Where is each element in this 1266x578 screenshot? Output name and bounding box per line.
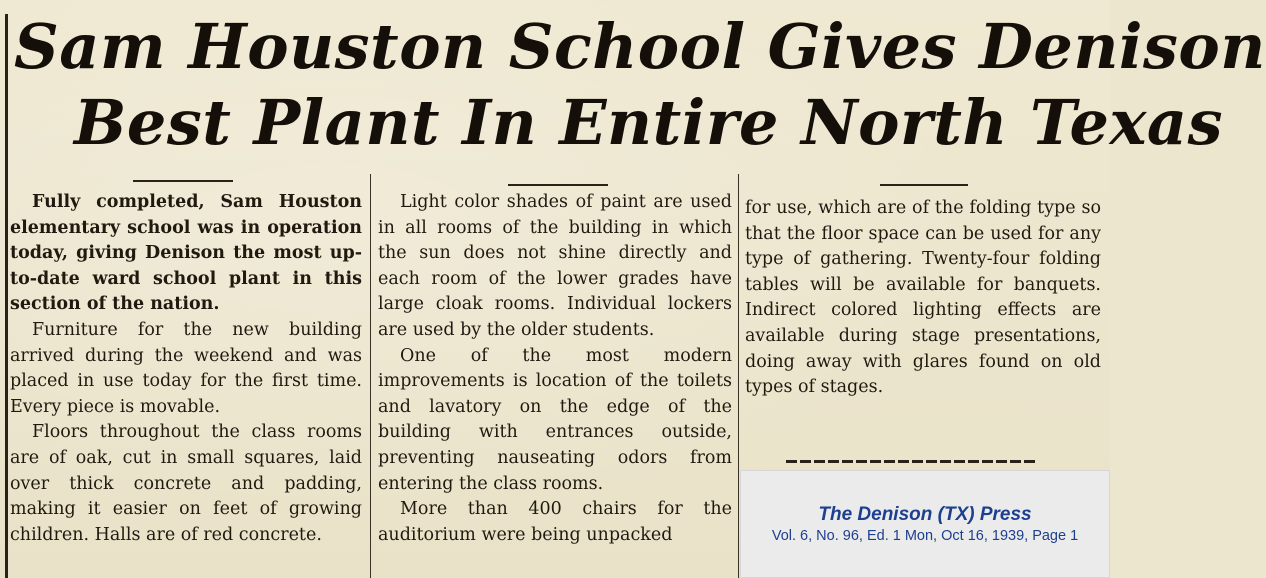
column-3-top-rule xyxy=(880,184,968,186)
column-divider-2 xyxy=(738,174,739,578)
paragraph-paint: Light color shades of paint are used in all rooms of the building in which the sun does not shine directly and each room of the lower grades have large cloak rooms. Individual lockers are used by the older students. xyxy=(378,192,732,340)
lead-paragraph: Fully completed, Sam Houston elementary school was in operation today, giving Denison the most up-to-date ward school plant in this section of the nation. xyxy=(10,192,362,315)
column-2-top-rule xyxy=(508,184,608,186)
column-divider-1 xyxy=(370,174,371,578)
paragraph-toilets: One of the most modern improvements is location of the toilets and lavatory on the edge of the building with entrances outside, preventing nauseating odors from entering the class rooms. xyxy=(378,345,732,494)
caption-subtitle: Vol. 6, No. 96, Ed. 1 Mon, Oct 16, 1939, Page 1 xyxy=(771,528,1079,544)
article-column-2 xyxy=(378,190,732,578)
article-column-1 xyxy=(10,190,362,578)
article-column-3 xyxy=(745,196,1101,456)
end-of-article-rule xyxy=(786,460,1036,463)
headline-line-2: Best Plant In Entire North Texas xyxy=(74,86,1224,159)
paragraph-chairs: More than 400 chairs for the auditorium were being unpacked xyxy=(378,499,732,545)
column-1-top-rule xyxy=(133,180,233,182)
paragraph-furniture: Furniture for the new building arrived during the weekend and was placed in use today for the first time. Every piece is movable. xyxy=(10,319,362,417)
left-border-rule xyxy=(5,14,8,578)
paragraph-folding: for use, which are of the folding type so that the floor space can be used for any type of gathering. Twenty-four folding tables will be available for banquets. Indirect colored lighting effects are available during stage presentations, doing away with glares found on old types of stages. xyxy=(745,198,1101,398)
paragraph-floors: Floors throughout the class rooms are of oak, cut in small squares, laid over thick concrete and padding, making it easier on feet of growing children. Halls are of red concrete. xyxy=(10,422,362,545)
headline-line-1: Sam Houston School Gives Denison xyxy=(14,10,1266,83)
source-caption xyxy=(740,470,1110,578)
caption-title: The Denison (TX) Press xyxy=(818,504,1032,525)
